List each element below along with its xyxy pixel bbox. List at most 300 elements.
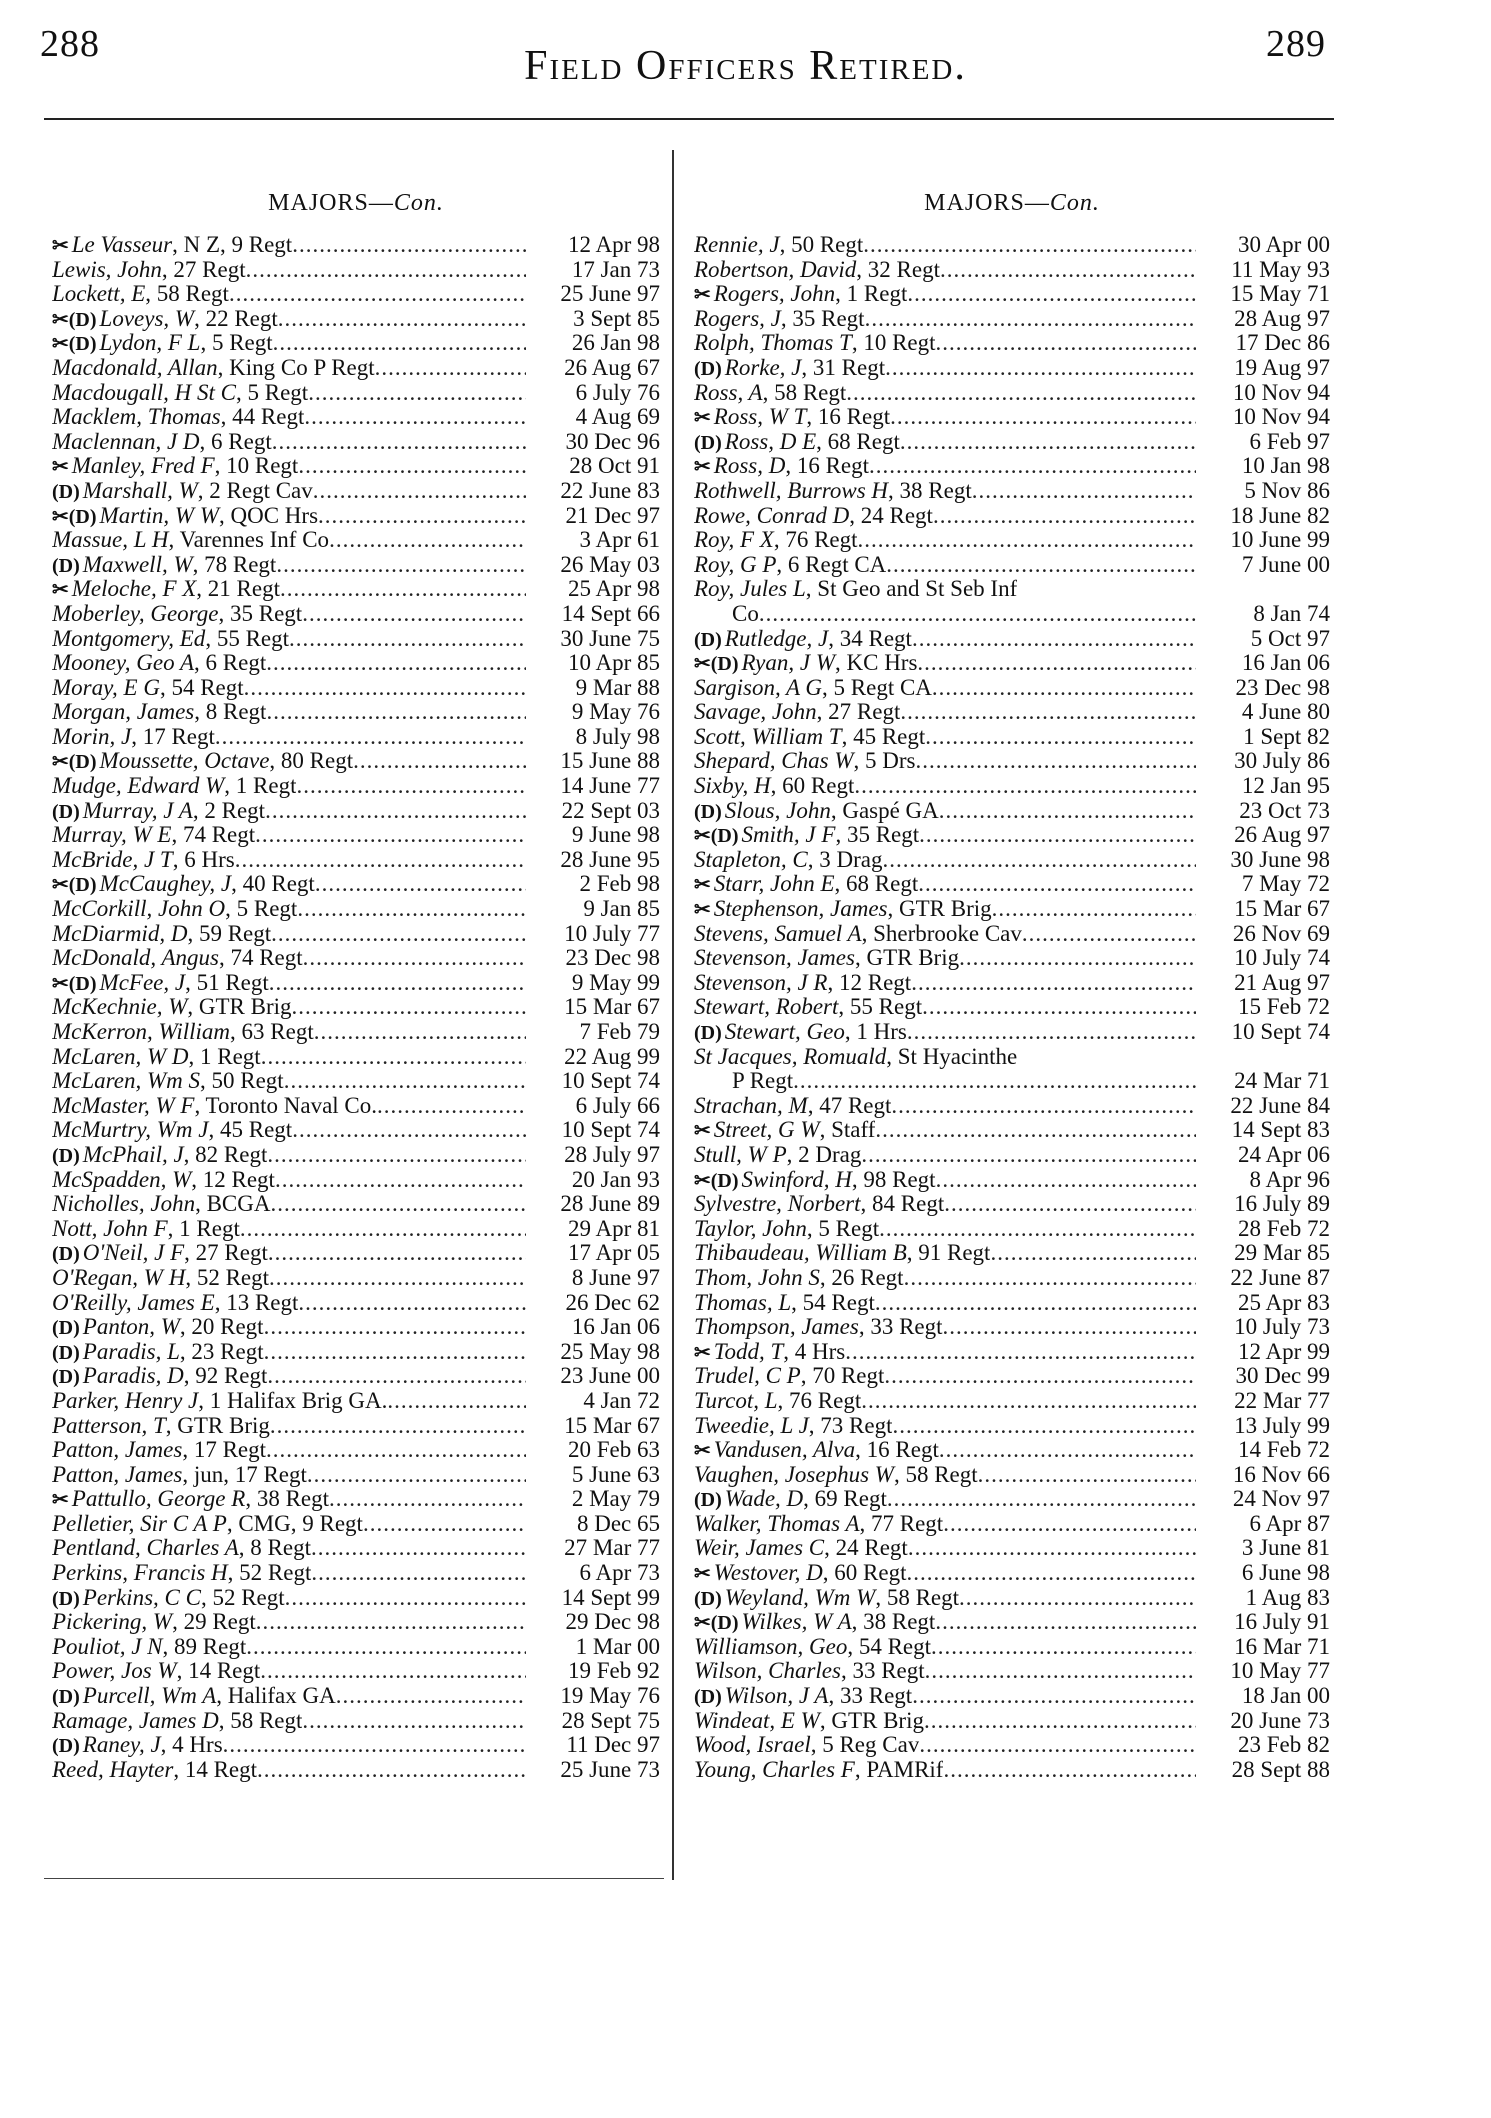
- leader-dots: [318, 504, 526, 529]
- officer-entry: [52, 331, 660, 356]
- leader-dots: [353, 749, 526, 774]
- retirement-date: 30 Dec 96: [565, 428, 660, 454]
- officer-name: Sylvestre, Norbert: [694, 1192, 861, 1217]
- retirement-date: 26 May 03: [560, 551, 660, 577]
- officer-entry: [52, 479, 660, 504]
- officer-entry: [52, 823, 660, 848]
- officer-entry: [694, 749, 1330, 774]
- officer-name: Scott, William T: [694, 724, 842, 749]
- retirement-date: 6 July 76: [575, 379, 660, 405]
- leader-dots: [935, 1610, 1196, 1635]
- page-number-left: 288: [40, 23, 100, 65]
- leader-dots: [264, 1315, 526, 1340]
- officer-entry-text: [694, 922, 1022, 947]
- officer-entry: [694, 971, 1330, 996]
- leader-dots: [292, 1118, 526, 1143]
- officer-entry: [694, 577, 1330, 602]
- officer-name: McBride, J T: [52, 847, 173, 872]
- officer-name: Street, G W: [713, 1118, 820, 1143]
- officer-unit: , QOC Hrs: [219, 503, 319, 528]
- footer-rule: [44, 1878, 664, 1879]
- officer-unit: , 54 Regt: [847, 1634, 932, 1659]
- officer-name: Roy, F X: [694, 528, 774, 553]
- leader-dots: [244, 676, 526, 701]
- leader-dots: [936, 331, 1196, 356]
- leader-dots: [936, 1168, 1196, 1193]
- officer-entry: [52, 1709, 660, 1734]
- deceased-mark: (D): [52, 1144, 80, 1167]
- officer-name: Mudge, Edward W: [52, 774, 225, 799]
- deceased-mark: (D): [52, 1243, 80, 1266]
- retirement-date: 10 Nov 94: [1232, 379, 1330, 405]
- officer-unit: , 17 Regt: [182, 1438, 267, 1463]
- deceased-mark: (D): [694, 1489, 722, 1512]
- retirement-date: 14 June 77: [560, 773, 660, 799]
- deceased-mark: ✂(D): [52, 874, 97, 897]
- officer-entry-text: [52, 774, 296, 799]
- retirement-date: 6 Feb 97: [1249, 428, 1330, 454]
- retirement-date: 10 June 99: [1230, 527, 1330, 553]
- officer-name: Thom, John S: [694, 1265, 820, 1290]
- officer-name: Ross, A: [694, 380, 763, 405]
- officer-entry: [52, 528, 660, 553]
- leader-dots: [269, 1266, 526, 1291]
- officer-entry-text: [694, 1143, 861, 1168]
- retirement-date: 24 Mar 71: [1234, 1068, 1330, 1094]
- retirement-date: 25 Apr 98: [568, 576, 660, 602]
- officer-name: Pelletier, Sir C A P: [52, 1511, 227, 1536]
- officer-name: Turcot, L: [694, 1388, 778, 1413]
- leader-dots: [304, 405, 526, 430]
- officer-unit: , 73 Regt: [808, 1413, 893, 1438]
- officer-name: Smith, J F: [741, 823, 836, 848]
- officer-entry: [694, 331, 1330, 356]
- officer-entry-text: [52, 504, 318, 530]
- officer-unit: , 33 Regt: [858, 1315, 943, 1340]
- officer-name: Moussette, Octave: [99, 749, 270, 774]
- officer-entry-text: [52, 700, 266, 725]
- officer-name: Weir, James C: [694, 1536, 825, 1561]
- leader-dots: [892, 1414, 1196, 1439]
- leader-dots: [861, 1143, 1196, 1168]
- retirement-date: 3 Apr 61: [579, 527, 660, 553]
- retirement-date: 19 May 76: [560, 1683, 660, 1709]
- officer-unit: , 26 Regt: [819, 1265, 904, 1290]
- officer-unit: , 5 Regt: [225, 897, 298, 922]
- officer-unit: , 2 Regt: [192, 798, 266, 823]
- deceased-mark: ✂(D): [694, 825, 739, 848]
- officer-entry-text: [694, 1536, 908, 1561]
- deceased-mark: (D): [52, 1686, 80, 1709]
- officer-entry-text: [52, 307, 278, 333]
- officer-unit: , 6 Regt: [199, 429, 272, 454]
- officer-unit: , 77 Regt: [859, 1511, 944, 1536]
- retirement-date: 26 Nov 69: [1232, 920, 1330, 946]
- officer-entry: [694, 922, 1330, 947]
- officer-unit: , 78 Regt: [192, 552, 277, 577]
- officer-unit: , KC Hrs: [835, 651, 918, 676]
- officer-unit: , 91 Regt: [906, 1241, 991, 1266]
- leader-dots: [907, 1020, 1196, 1045]
- officer-entry: [52, 282, 660, 307]
- leader-dots: [925, 725, 1196, 750]
- retirement-date: 3 Sept 85: [573, 305, 660, 331]
- retirement-date: 23 Feb 82: [1238, 1732, 1330, 1758]
- officer-unit: , 5 Reg Cav: [810, 1733, 920, 1758]
- officer-entry: [52, 356, 660, 381]
- officer-name: McMaster, W F: [52, 1093, 195, 1118]
- officer-unit: , 68 Regt: [816, 429, 900, 454]
- retirement-date: 10 Sept 74: [1231, 1019, 1330, 1044]
- deceased-mark: ✂: [694, 456, 711, 479]
- officer-entry: [694, 233, 1330, 258]
- officer-entry: [52, 381, 660, 406]
- officer-entry-text: [52, 1045, 261, 1070]
- officer-entry: [52, 700, 660, 725]
- officer-unit: , 1 Hrs: [844, 1020, 907, 1044]
- officer-entry: [694, 651, 1330, 676]
- officer-name: Le Vasseur: [71, 233, 173, 257]
- leader-dots: [246, 258, 526, 283]
- leader-dots: [845, 1340, 1196, 1365]
- officer-entry-text: [694, 897, 992, 923]
- leader-dots: [235, 848, 526, 873]
- officer-name: Windeat, E W: [694, 1708, 820, 1733]
- officer-entry-text: [694, 1315, 943, 1340]
- retirement-date: 25 June 73: [560, 1756, 660, 1782]
- officer-entry: [52, 1364, 660, 1389]
- officer-name: Stull, W P: [694, 1142, 787, 1167]
- officer-entry: [52, 774, 660, 799]
- leader-dots: [271, 1192, 527, 1217]
- officer-entry: [52, 1758, 660, 1783]
- deceased-mark: ✂(D): [52, 333, 97, 356]
- officer-entry-text: [52, 331, 273, 357]
- deceased-mark: (D): [52, 1735, 80, 1758]
- retirement-date: 10 Sept 74: [561, 1117, 660, 1143]
- deceased-mark: (D): [694, 1022, 722, 1044]
- leader-dots: [285, 1586, 526, 1611]
- officer-name: Lewis, John: [52, 257, 162, 282]
- officer-entry-text: [52, 1610, 256, 1635]
- officer-entry: [694, 1217, 1330, 1242]
- retirement-date: 19 Feb 92: [568, 1658, 660, 1684]
- officer-entry: [52, 1561, 660, 1586]
- deceased-mark: ✂(D): [694, 1169, 739, 1192]
- officer-unit: , 10 Regt: [851, 331, 936, 356]
- retirement-date: 8 June 97: [571, 1264, 660, 1290]
- officer-entry-text: [694, 749, 916, 774]
- officer-name: Thomas, L: [694, 1290, 792, 1315]
- retirement-date: 11 Dec 97: [566, 1732, 660, 1758]
- officer-entry: [694, 1512, 1330, 1537]
- officer-unit: , 89 Regt: [162, 1634, 247, 1659]
- officer-unit: , 4 Hrs: [783, 1339, 846, 1364]
- officer-name: McPhail, J: [82, 1142, 184, 1167]
- officer-entry: [694, 799, 1330, 824]
- officer-entry: [694, 430, 1330, 455]
- officer-entry-text: [694, 1512, 943, 1537]
- officer-unit: , 31 Regt: [801, 355, 886, 380]
- officer-entry-text: [52, 651, 266, 676]
- officer-name: Murray, W E: [52, 823, 172, 848]
- officer-name: Maxwell, W: [82, 552, 193, 577]
- officer-name: Wilson, J A: [724, 1684, 829, 1709]
- officer-entry-text: [52, 1635, 246, 1660]
- officer-unit: , 22 Regt: [194, 306, 278, 331]
- officer-entry: [694, 381, 1330, 406]
- leader-dots: [284, 1069, 526, 1094]
- leader-dots: [990, 1241, 1196, 1266]
- leader-dots: [297, 897, 526, 922]
- officer-entry: [694, 676, 1330, 701]
- officer-name: Morgan, James: [52, 700, 195, 725]
- officer-entry: [694, 528, 1330, 553]
- officer-entry-text: [694, 1758, 943, 1783]
- officer-unit: , 33 Regt: [840, 1659, 925, 1684]
- officer-name: McMurtry, Wm J: [52, 1118, 209, 1143]
- leader-dots: [887, 1487, 1196, 1512]
- officer-name: Roy, G P: [694, 552, 777, 577]
- officer-entry-text: [52, 405, 304, 430]
- leader-dots: [280, 577, 526, 602]
- retirement-date: 9 May 99: [571, 969, 660, 995]
- leader-dots: [875, 1118, 1196, 1143]
- officer-name: McFee, J: [99, 970, 186, 995]
- officer-entry-text: [52, 897, 297, 922]
- leader-dots: [298, 454, 526, 479]
- officer-list-left: [52, 233, 660, 1782]
- leader-dots: [329, 528, 526, 553]
- leader-dots: [904, 1266, 1196, 1291]
- officer-unit: , 58 Regt: [893, 1462, 978, 1487]
- officer-unit: , 92 Regt: [183, 1364, 268, 1389]
- officer-entry: [694, 602, 1330, 627]
- officer-name: Weyland, Wm W: [724, 1585, 876, 1610]
- deceased-mark: (D): [694, 1686, 722, 1709]
- officer-entry: [52, 1487, 660, 1512]
- officer-unit: , BCGA: [195, 1192, 271, 1217]
- leader-dots: [278, 307, 526, 332]
- officer-entry: [694, 307, 1330, 332]
- officer-name: Reed, Hayter: [52, 1757, 174, 1782]
- officer-entry-text: [694, 233, 863, 258]
- officer-entry-text: [694, 331, 936, 356]
- officer-unit: , 27 Regt: [816, 700, 901, 725]
- officer-unit: , 58 Regt: [875, 1585, 960, 1610]
- retirement-date: 25 June 97: [560, 281, 660, 307]
- deceased-mark: ✂: [694, 899, 711, 922]
- officer-entry-text: [694, 676, 932, 701]
- officer-entry: [52, 1536, 660, 1561]
- leader-dots: [924, 1709, 1196, 1734]
- officer-unit: , 2 Regt Cav: [197, 478, 313, 503]
- leader-dots: [246, 1635, 526, 1660]
- retirement-date: 1 Sept 82: [1243, 723, 1330, 749]
- deceased-mark: ✂(D): [52, 751, 97, 774]
- officer-entry-text: [52, 1118, 292, 1143]
- retirement-date: 23 Oct 73: [1239, 797, 1330, 823]
- leader-dots: [302, 1709, 526, 1734]
- officer-name: Patterson, T: [52, 1413, 166, 1438]
- officer-entry-text: [52, 749, 353, 775]
- officer-entry-text: [52, 1586, 285, 1612]
- officer-entry-text: [52, 282, 229, 307]
- deceased-mark: ✂: [52, 235, 69, 257]
- officer-entry-text: [694, 479, 972, 504]
- officer-unit: , 6 Regt CA: [776, 552, 887, 577]
- officer-unit: , 17 Regt: [131, 724, 215, 749]
- officer-entry: [694, 1168, 1330, 1193]
- leader-dots: [912, 627, 1196, 652]
- retirement-date: 1 Mar 00: [575, 1633, 660, 1659]
- retirement-date: 3 June 81: [1241, 1535, 1330, 1561]
- officer-unit: , jun, 17 Regt: [182, 1462, 307, 1487]
- leader-dots: [875, 1291, 1196, 1316]
- officer-name: Trudel, C P: [694, 1364, 801, 1389]
- officer-entry: [694, 1020, 1330, 1045]
- section-heading-main: MAJORS—: [268, 190, 394, 216]
- officer-unit: , 38 Regt: [245, 1487, 330, 1512]
- officer-entry-text: [52, 799, 265, 825]
- officer-entry: [52, 1438, 660, 1463]
- officer-entry-text: [52, 1069, 284, 1094]
- officer-entry-text: [694, 1463, 978, 1488]
- officer-entry: [694, 1045, 1330, 1070]
- officer-entry: [52, 799, 660, 824]
- officer-unit: , 35 Regt: [835, 823, 920, 848]
- leader-dots: [308, 381, 526, 406]
- officer-entry-text: [52, 1340, 264, 1366]
- leader-dots: [307, 1463, 526, 1488]
- officer-entry-text: [52, 848, 235, 873]
- officer-unit: , Sherbrooke Cav: [861, 921, 1022, 946]
- officer-entry: [694, 1241, 1330, 1266]
- leader-dots: [261, 1045, 526, 1070]
- leader-dots: [932, 676, 1196, 701]
- officer-name: Strachan, M: [694, 1093, 808, 1118]
- officer-entry-text: [694, 1438, 939, 1464]
- retirement-date: 15 Mar 67: [564, 1412, 660, 1438]
- officer-entry-text: [52, 577, 280, 603]
- officer-unit: , Toronto Naval Co.: [194, 1093, 378, 1118]
- leader-dots: [759, 602, 1196, 627]
- officer-name: St Jacques, Romuald: [694, 1044, 887, 1069]
- retirement-date: 14 Sept 83: [1231, 1117, 1330, 1143]
- retirement-date: 2 Feb 98: [579, 871, 660, 897]
- officer-name: McDonald, Angus: [52, 946, 219, 971]
- officer-name: Todd, T: [713, 1339, 784, 1364]
- officer-unit: , 16 Regt: [806, 405, 891, 430]
- retirement-date: 30 June 98: [1230, 846, 1330, 872]
- officer-entry: [52, 307, 660, 332]
- officer-entry: [52, 430, 660, 455]
- retirement-date: 10 July 74: [1234, 945, 1330, 971]
- leader-dots: [292, 995, 526, 1020]
- officer-entry-text: [694, 1069, 793, 1094]
- officer-entry: [694, 1315, 1330, 1340]
- officer-name: Pickering, W: [52, 1610, 173, 1635]
- leader-dots: [882, 848, 1196, 873]
- officer-entry-text: [52, 233, 292, 259]
- retirement-date: 28 June 89: [560, 1191, 660, 1217]
- officer-entry: [52, 1586, 660, 1611]
- leader-dots: [918, 872, 1196, 897]
- officer-entry: [52, 676, 660, 701]
- officer-entry: [52, 1512, 660, 1537]
- officer-name: Moray, E G: [52, 675, 160, 700]
- officer-name: Stephenson, James: [713, 897, 888, 922]
- officer-name: Slous, John: [724, 798, 831, 823]
- officer-entry: [52, 1340, 660, 1365]
- officer-entry: [52, 651, 660, 676]
- officer-entry-text: [52, 725, 215, 750]
- retirement-date: 10 Sept 74: [561, 1068, 660, 1094]
- officer-unit: , 5 Regt: [806, 1216, 880, 1241]
- officer-entry-text: [694, 1389, 861, 1414]
- officer-entry: [52, 848, 660, 873]
- officer-name: Montgomery, Ed: [52, 626, 206, 651]
- leader-dots: [846, 381, 1196, 406]
- officer-name: Marshall, W: [82, 478, 198, 503]
- officer-entry: [694, 1414, 1330, 1439]
- officer-entry-text: [694, 971, 911, 996]
- officer-entry: [694, 553, 1330, 578]
- leader-dots: [925, 1659, 1196, 1684]
- officer-unit: , 35 Regt: [218, 601, 303, 626]
- officer-entry-text: [52, 1143, 267, 1169]
- officer-entry-text: [694, 1733, 919, 1758]
- officer-entry-text: [52, 946, 303, 971]
- leader-dots: [276, 553, 526, 578]
- left-column: [52, 190, 660, 1782]
- leader-dots: [302, 602, 526, 627]
- officer-entry-text: [694, 405, 890, 431]
- retirement-date: 22 June 87: [1230, 1264, 1330, 1290]
- officer-unit: , 58 Regt: [145, 282, 229, 307]
- officer-name: Mooney, Geo A: [52, 651, 195, 676]
- retirement-date: 26 Dec 62: [565, 1289, 660, 1315]
- officer-name: Patton, James: [52, 1462, 183, 1487]
- officer-unit: , Gaspé GA: [830, 798, 939, 823]
- officer-unit: , 20 Regt: [179, 1315, 264, 1340]
- officer-entry: [694, 700, 1330, 725]
- retirement-date: 20 Feb 63: [568, 1437, 660, 1463]
- officer-unit: , 68 Regt: [834, 872, 919, 897]
- deceased-mark: (D): [694, 357, 722, 380]
- officer-entry: [52, 971, 660, 996]
- officer-name: Patton, James: [52, 1438, 183, 1463]
- officer-name: Parker, Henry J: [52, 1388, 199, 1413]
- officer-entry: [52, 1389, 660, 1414]
- officer-entry-text: [694, 1118, 875, 1144]
- retirement-date: 17 Apr 05: [568, 1240, 660, 1266]
- officer-name: Robertson, David: [694, 257, 857, 282]
- officer-entry-text: [52, 258, 246, 283]
- officer-entry-text: [694, 725, 925, 750]
- officer-entry: [52, 1118, 660, 1143]
- officer-name: Ross, D E: [724, 429, 817, 454]
- retirement-date: 16 Jan 06: [1241, 650, 1330, 676]
- retirement-date: 9 June 98: [571, 822, 660, 848]
- leader-dots: [884, 1364, 1196, 1389]
- officer-name: Swinford, H: [741, 1167, 852, 1192]
- officer-entry: [52, 995, 660, 1020]
- officer-unit: , 32 Regt: [856, 257, 940, 282]
- leader-dots: [257, 1758, 526, 1783]
- retirement-date: 24 Nov 97: [1232, 1486, 1330, 1512]
- officer-entry: [694, 1610, 1330, 1635]
